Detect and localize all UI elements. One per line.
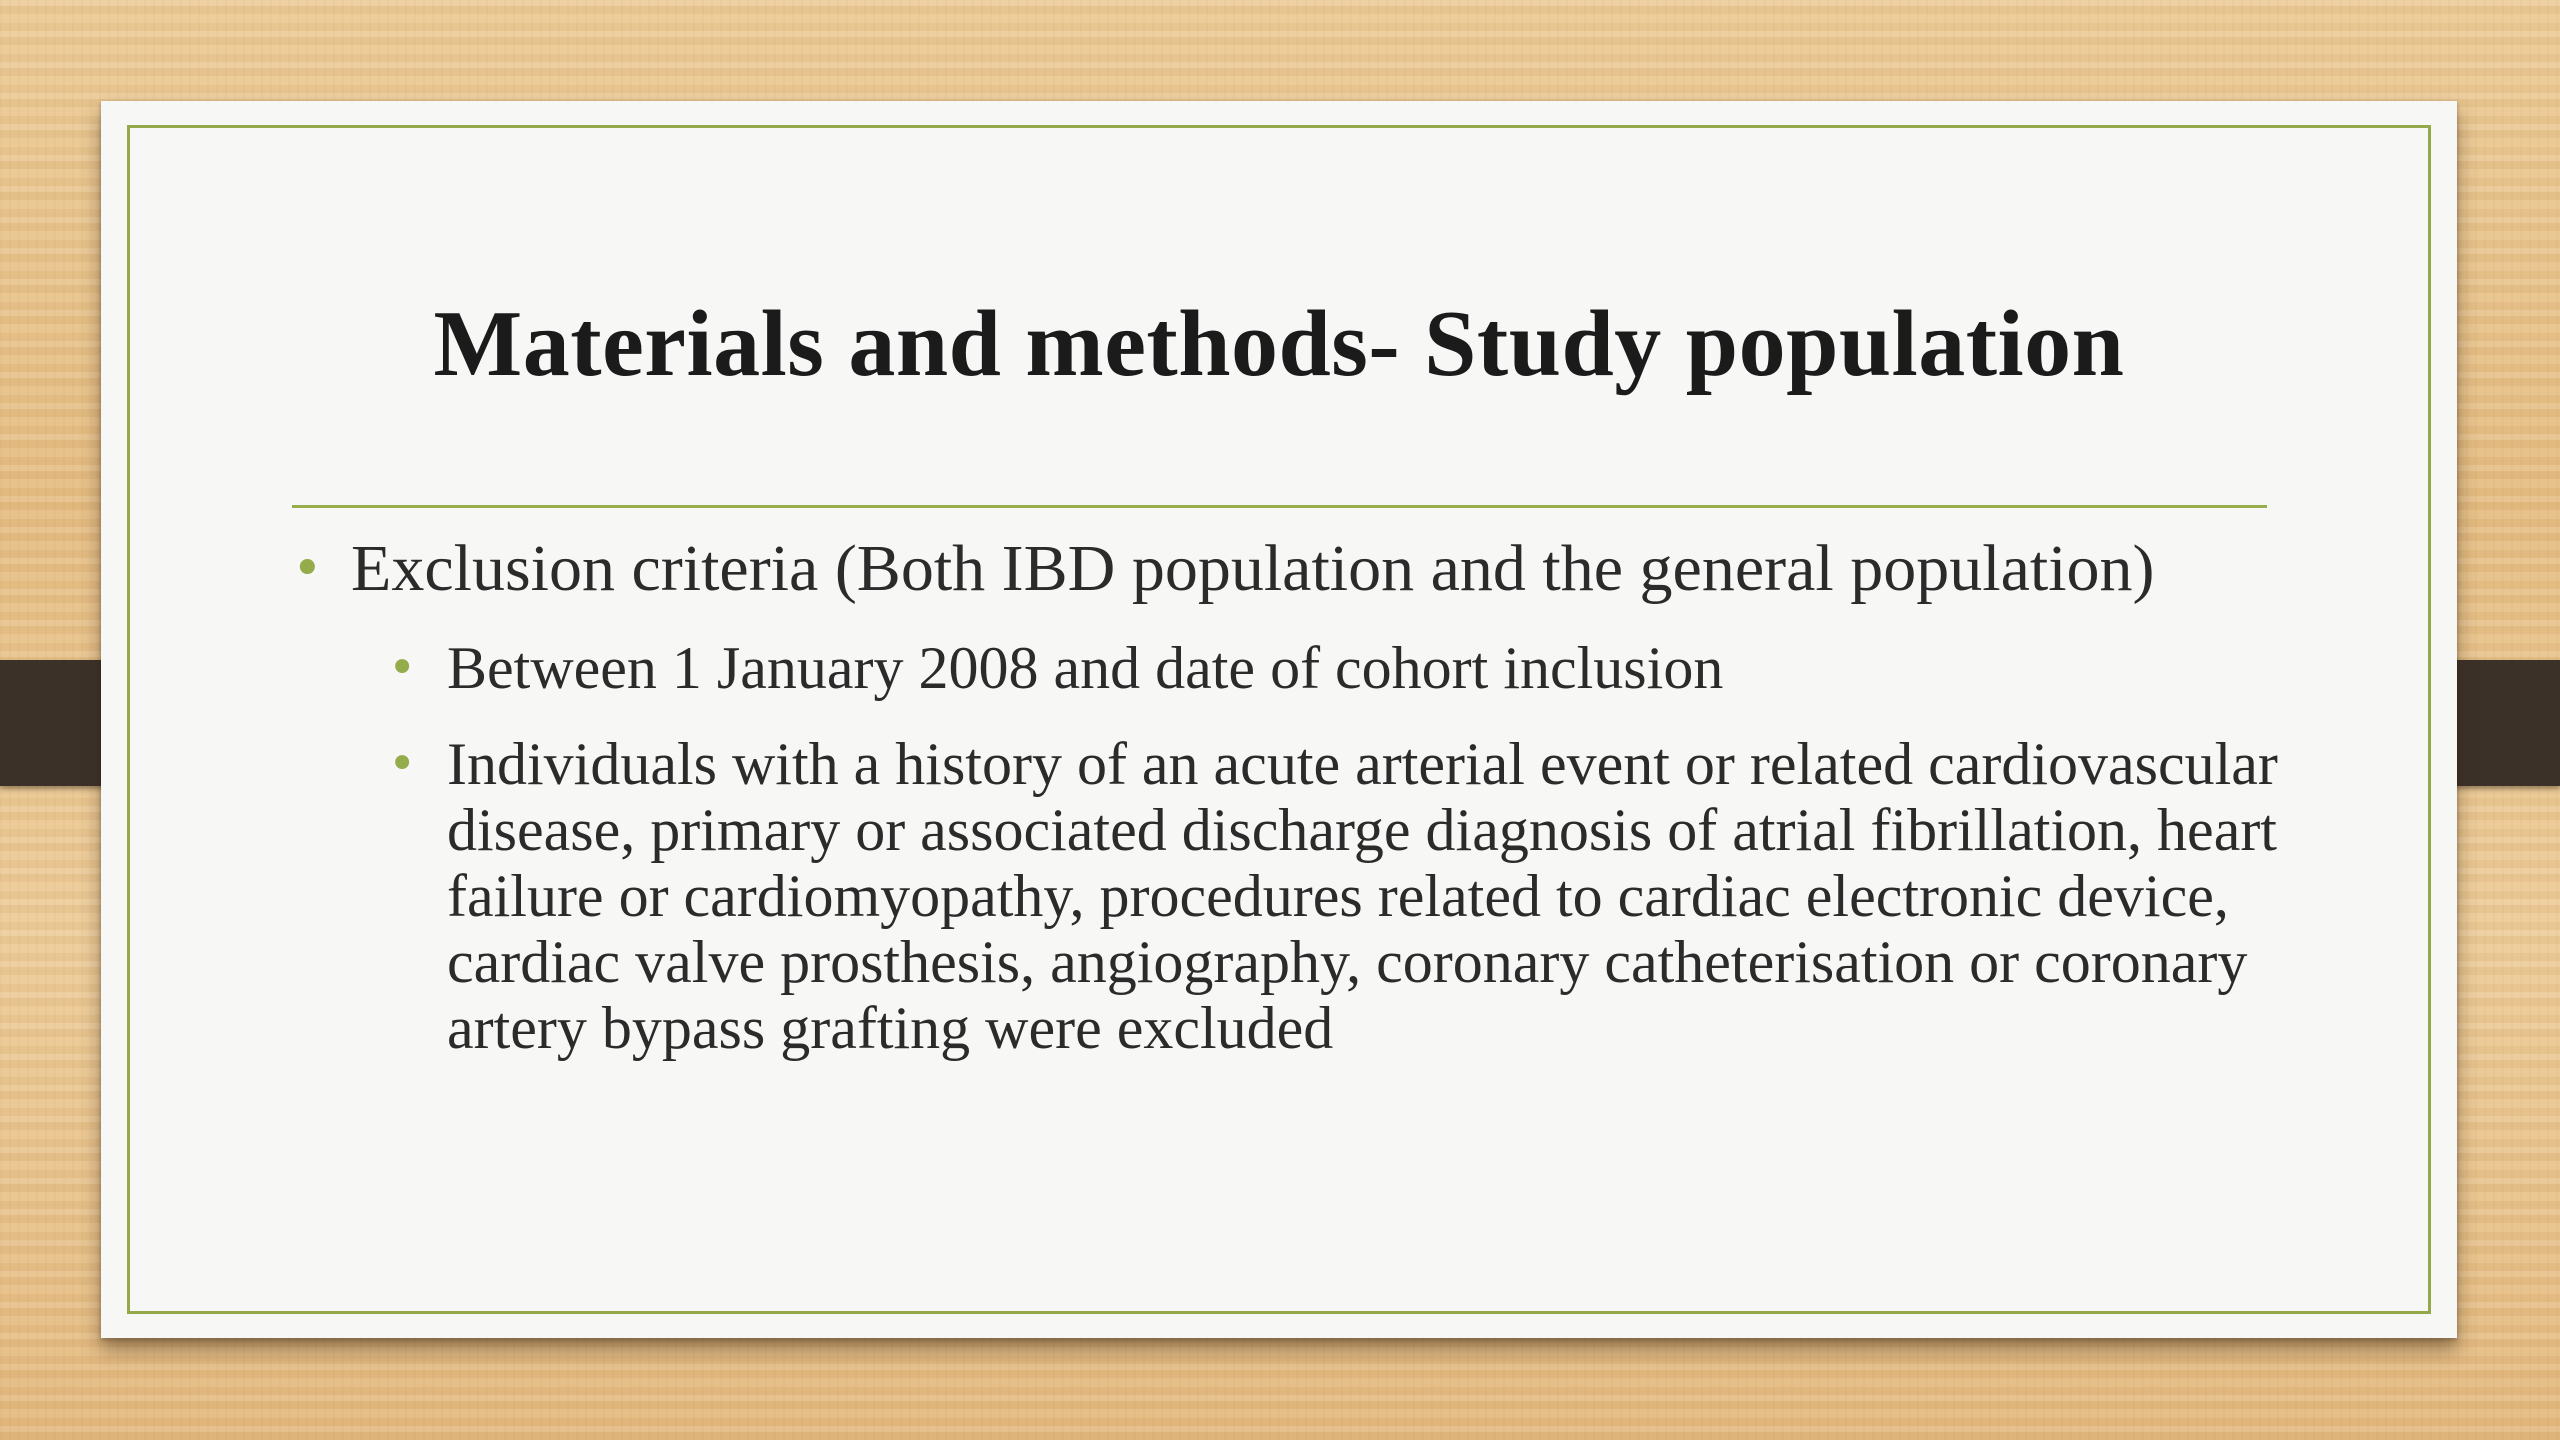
sub-bullet-cardiovascular-history	[292, 731, 2372, 1061]
sub-bullet-text: Individuals with a history of an acute arterial event or related cardiovascular disease, primary or associated discharge diagnosis of atrial fibrillation, heart failure or cardiomyopathy, procedures related to cardiac electronic device, cardiac valve prosthesis, angiography, coronary catheterisation or coronary artery bypass grafting were excluded	[447, 731, 2278, 1061]
sub-bullet-text: Between 1 January 2008 and date of cohort inclusion	[447, 635, 1724, 701]
slide-title: Materials and methods- Study population	[433, 292, 2125, 396]
slide	[101, 101, 2457, 1338]
bullet-dot-icon: •	[388, 640, 417, 696]
title-divider-line	[292, 505, 2267, 508]
bullet-exclusion-criteria	[292, 533, 2372, 605]
sub-bullet-date-range	[292, 635, 2372, 701]
bullet-text: Exclusion criteria (Both IBD population and the general population)	[351, 532, 2155, 605]
slide-body	[292, 533, 2372, 1061]
bullet-dot-icon: •	[388, 736, 417, 792]
bullet-dot-icon: •	[292, 539, 323, 599]
